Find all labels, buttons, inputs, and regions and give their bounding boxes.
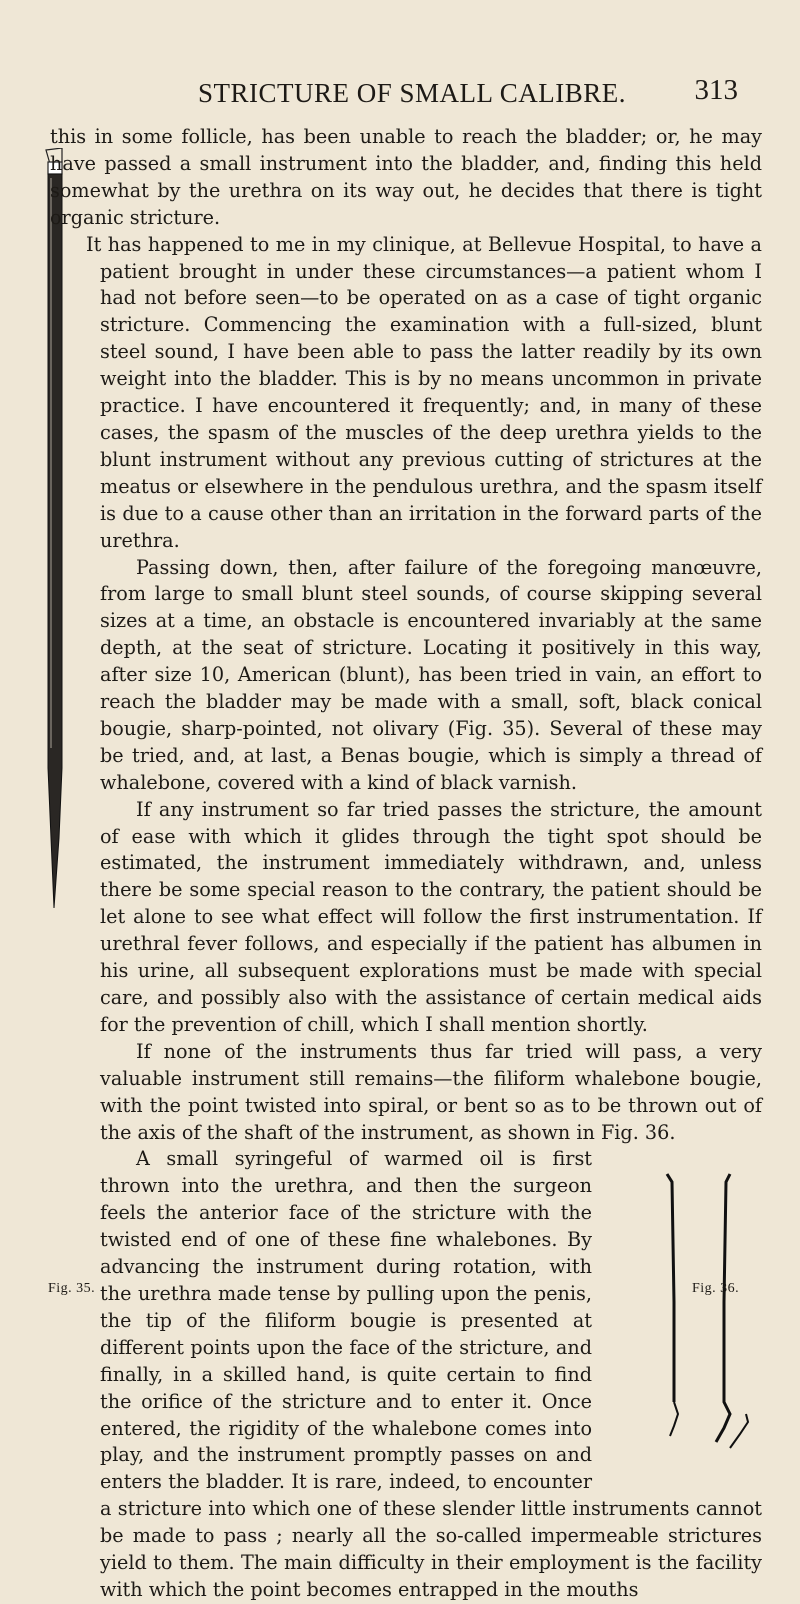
paragraph: this in some follicle, has been unable to reach the bladder; or, he may have passed a small instrument into the bladder, and, finding this held somewhat by the urethra on its way out, he decides that there is tight organic stricture. — [50, 125, 762, 229]
paragraph: If any instrument so far tried passes the stricture, the amount of ease with which it glides through the tight spot should be estimated, the instrument immediately withdrawn, and, unless there be some special reason to the contrary, the patient should be let alone to see what effect will follow the first instrumentation. If urethral fever follows, and especially if the patient has albumen in his urine, all subsequent explorations must be made with special care, and possibly also with the assistance of certain medical aids for the prevention of chill, which I shall mention shortly. — [100, 797, 762, 1036]
body-text — [50, 124, 762, 1604]
paragraph: A small syringeful of warmed oil is first thrown into the urethra, and then the surgeon feels the anterior face of the stricture with the twisted end of one of these fine whalebones. By advancing the instrument during rotation, with the urethra made tense by pulling upon the penis, the tip of the filiform bougie is presented at different points upon the face of the stricture, and finally, in a skilled hand, is quite certain to find the orifice of the stricture and to enter it. Once entered, the rigidity of the whalebone comes into play, and the instrument promptly passes on and enters the bladder. It is rare, indeed, to encounter a stricture into which one of these slender little instruments cannot be made to pass ; nearly all the so-called impermeable strictures yield to them. The main difficulty in their employment is the facility with which the point becomes entrapped in the mouths — [100, 1147, 762, 1601]
paragraph: It has happened to me in my clinique, at Bellevue Hospital, to have a patient brought in under these circumstances—a patient whom I had not before seen—to be operated on as a case of tight organic stricture. Commencing the examination with a full-sized, blunt steel sound, I have been able to pass the latter readily by its own weight into the bladder. This is by no means uncommon in private practice. I have encountered it frequently; and, in many of these cases, the spasm of the muscles of the deep urethra yields to the blunt instrument without any previous cutting of strictures at the meatus or elsewhere in the pendulous urethra, and the spasm itself is due to a cause other than an irritation in the forward parts of the urethra. — [86, 232, 762, 552]
page-number: 313 — [694, 74, 738, 106]
fig36-illustration — [612, 1152, 762, 1492]
fig36-caption: Fig. 36. — [692, 1281, 740, 1296]
paragraph: If none of the instruments thus far tried will pass, a very valuable instrument still remains—the filiform whalebone bougie, with the point twisted into spiral, or bent so as to be thrown out of the axis of the shaft of the instrument, as shown in Fig. 36. — [100, 1039, 762, 1144]
running-title: STRICTURE OF SMALL CALIBRE. — [198, 78, 627, 108]
indented-column — [86, 232, 762, 1604]
running-head — [0, 74, 800, 112]
paragraph: Passing down, then, after failure of the foregoing manœuvre, from large to small blunt steel sounds, of course skipping several sizes at a time, an obstacle is encountered invariably at the same depth, at the seat of stricture. Locating it positively in this way, after size 10, American (blunt), has been tried in vain, an effort to reach the bladder may be made with a small, soft, black conical bougie, sharp-pointed, not olivary (Fig. 35). Several of these may be tried, and, at last, a Benas bougie, which is simply a thread of whalebone, covered with a kind of black varnish. — [100, 555, 762, 794]
fig36-filiform-bougies — [612, 1152, 762, 1492]
fig35-caption: Fig. 35. — [48, 1281, 96, 1296]
